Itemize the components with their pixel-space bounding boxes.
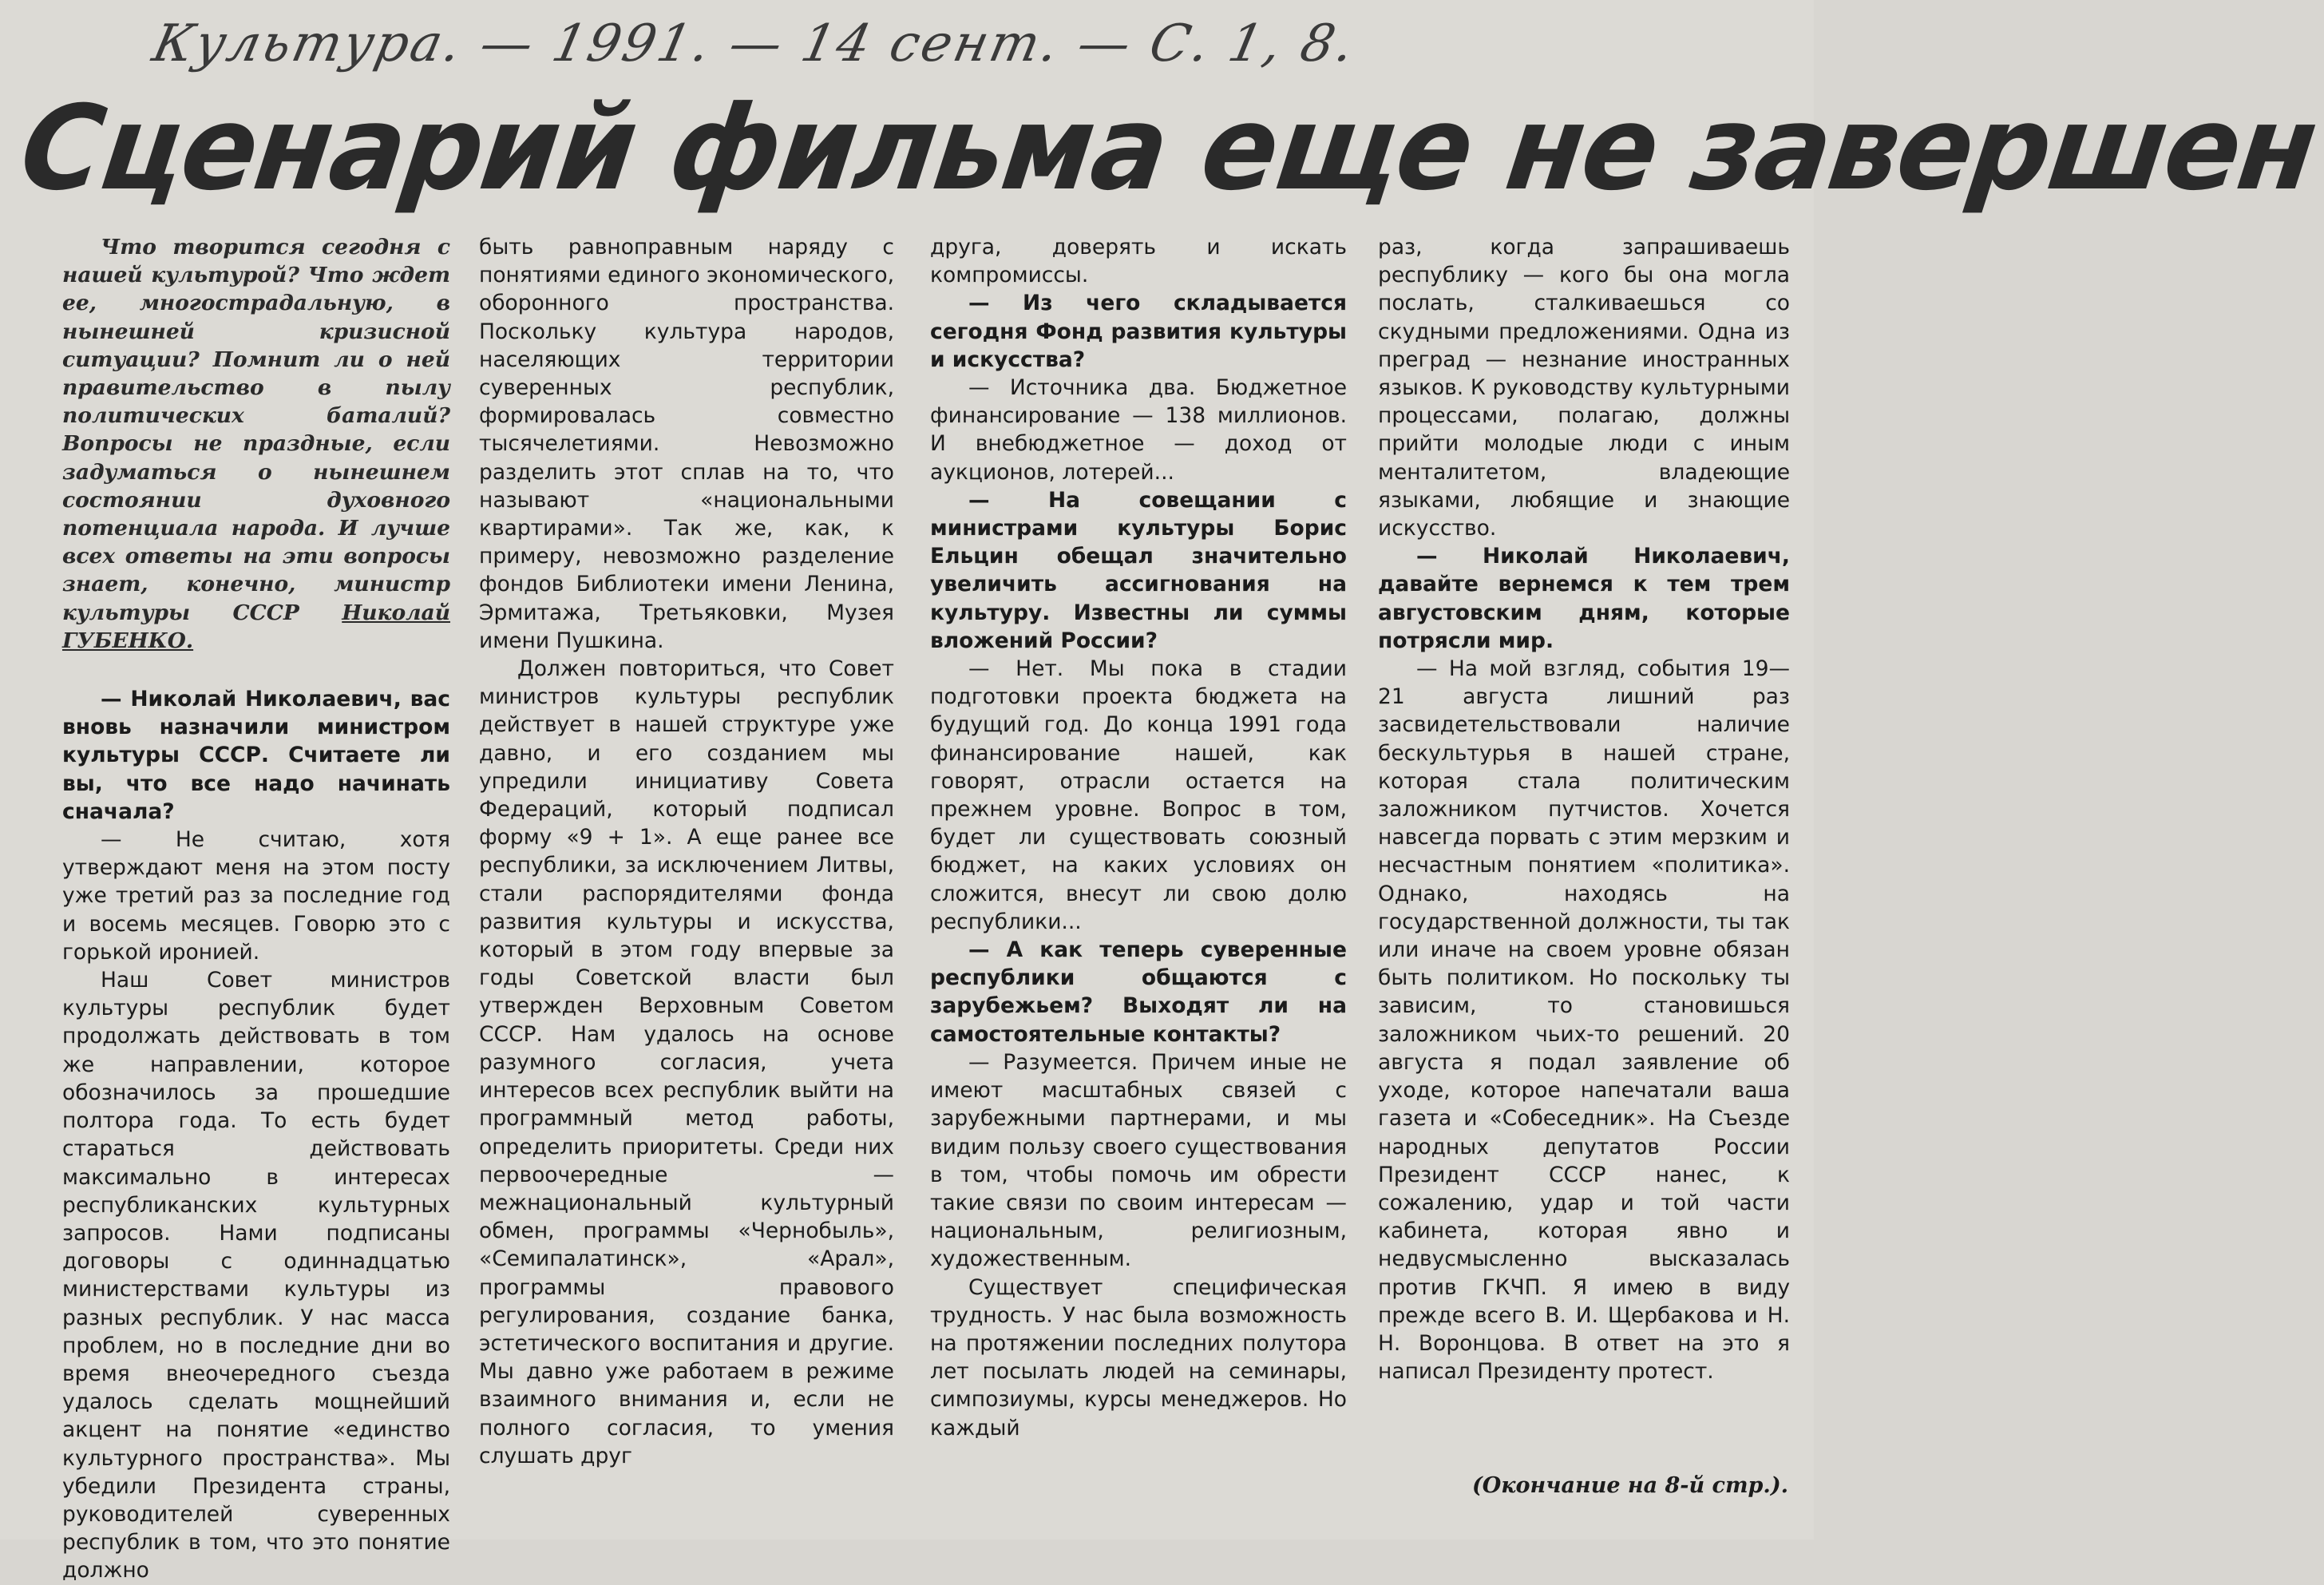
interview-paragraph: быть равноправным наряду с понятиями единого экономического, оборонного пространства. Поскольку культура народов, населяющих территории суверенных республик, формировалась совместно тысячелетиями. Невозможно разделить этот сплав на то, что называют «национальными квартирами». Так же, как, к примеру, невозможно разделение фондов Библиотеки имени Ленина, Эрмитажа, Третьяковки, Музея имени Пушкина. (479, 235, 894, 653)
minister-name: Николай ГУБЕНКО. (62, 600, 450, 653)
interview-question: — Из чего складывается сегодня Фонд развития культуры и искусства? (930, 291, 1347, 372)
interview-paragraph: Должен повториться, что Совет министров культуры республик действует в нашей структуре уже давно, и его созданием мы упредили инициативу Совета Федераций, который подписал форму «9 + 1». А еще ранее все республики, за исключением Литвы, стали распорядителями фонда развития культуры и искусства, который в этом году впервые за годы Советской власти был утвержден Верховным Советом СССР. Нам удалось на основе разумного согласия, учета интересов всех республик выйти на программный метод работы, определить приоритеты. Среди них первоочередные — межнациональный культурный обмен, программы «Чернобыль», «Семипалатинск», «Арал», программы правового регулирования, создание банка, эстетического воспитания и другие. Мы давно уже работаем в режиме взаимного внимания и, если не полного согласия, то умения слушать друг (479, 656, 894, 1468)
column-1 (62, 233, 450, 1585)
headline: Сценарий фильма еще не завершен (13, 81, 2324, 216)
interview-question: — А как теперь суверенные республики общаются с зарубежьем? Выходят ли на самостоятельные контакты? (930, 937, 1347, 1047)
interview-paragraph: — Нет. Мы пока в стадии подготовки проекта бюджета на будущий год. До конца 1991 года финансирование нашей, как говорят, отрасли остается на прежнем уровне. Вопрос в том, будет ли существовать союзный бюджет, на каких условиях он сложится, внесут ли свою долю республики... (930, 656, 1347, 934)
interview-question: — На совещании с министрами культуры Борис Ельцин обещал значительно увеличить ассигнования на культуру. Известны ли суммы вложений России? (930, 487, 1347, 653)
column-1-body (62, 685, 450, 1585)
intro-paragraph (62, 233, 450, 655)
intro-spacer (62, 655, 450, 685)
interview-paragraph: раз, когда запрашиваешь республику — кого бы она могла послать, сталкиваешься со скудными предложениями. Одна из преград — незнание иностранных языков. К руководству культурными процессами, полагаю, должны прийти молодые люди с иным менталитетом, владеющие языками, любящие и знающие искусство. (1378, 235, 1790, 541)
continuation-note: (Окончание на 8-й стр.). (1471, 1473, 1788, 1498)
column-3 (930, 233, 1347, 1442)
interview-question: — Николай Николаевич, давайте вернемся к тем трем августовским дням, которые потрясли мир. (1378, 544, 1790, 653)
interview-paragraph: — Разумеется. Причем иные не имеют масштабных связей с зарубежными партнерами, и мы видим пользу своего существования в том, чтобы помочь им обрести такие связи по своим интересам — национальным, религиозным, художественным. (930, 1049, 1347, 1272)
interview-paragraph: — Источника два. Бюджетное финансирование — 138 миллионов. И внебюджетное — доход от аукционов, лотерей... (930, 375, 1347, 485)
interview-paragraph: Наш Совет министров культуры республик будет продолжать действовать в том же направлении, которое обозначилось за прошедшие полтора года. То есть будет стараться действовать максимально в интересах республиканских культурных запросов. Нами подписаны договоры с одиннадцатью министерствами культуры из разных республик. У нас масса проблем, но в последние дни во время внеочередного съезда удалось сделать мощнейший акцент на понятие «единство культурного пространства». Мы убедили Президента страны, руководителей суверенных республик в том, что это понятие должно (62, 968, 450, 1583)
interview-paragraph: Существует специфическая трудность. У нас была возможность на протяжении последних полутора лет посылать людей на семинары, симпозиумы, курсы менеджеров. Но каждый (930, 1274, 1347, 1440)
interview-paragraph: друга, доверять и искать компромиссы. (930, 235, 1347, 288)
column-2 (479, 233, 894, 1470)
handwritten-citation: Культура. — 1991. — 14 сент. — С. 1, 8. (147, 14, 1362, 73)
interview-paragraph: — На мой взгляд, события 19—21 августа лишний раз засвидетельствовали наличие бескультурья в нашей стране, которая стала политическим заложником путчистов. Хочется навсегда порвать с этим мерзким и несчастным понятием «политика». Однако, находясь на государственной должности, ты так или иначе на своем уровне обязан быть политиком. Но поскольку ты зависим, то становишься заложником чьих-то решений. 20 августа я подал заявление об уходе, которое напечатали ваша газета и «Собеседник». На Съезде народных депутатов России Президент СССР нанес, к сожалению, удар и той части кабинета, которая явно и недвусмысленно высказалась против ГКЧП. Я имею в виду прежде всего В. И. Щербакова и Н. Н. Воронцова. В ответ на это я написал Президенту протест. (1378, 656, 1790, 1385)
intro-text: Что творится сегодня с нашей культурой? Что ждет ее, многострадальную, в нынешней кризисной ситуации? Помнит ли о ней правительство в пылу политических баталий? Вопросы не праздные, если задуматься о нынешнем состоянии духовного потенциала народа. И лучше всех ответы на эти вопросы знает, конечно, министр культуры СССР (62, 235, 450, 625)
interview-question: — Николай Николаевич, вас вновь назначили министром культуры СССР. Считаете ли вы, что все надо начинать сначала? (62, 687, 450, 824)
interview-paragraph: — Не считаю, хотя утверждают меня на этом посту уже третий раз за последние год и восемь месяцев. Говорю это с горькой иронией. (62, 827, 450, 965)
column-4 (1378, 233, 1790, 1385)
